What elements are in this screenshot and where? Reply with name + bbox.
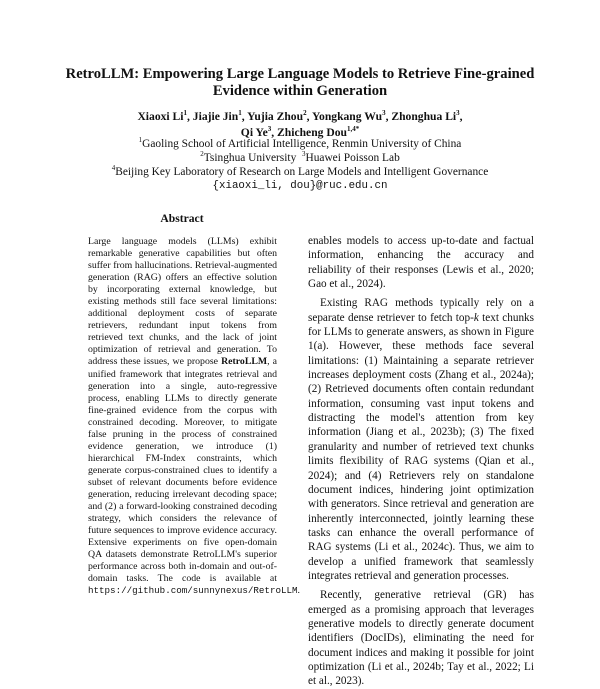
intro-paragraph-3: Recently, generative retrieval (GR) has emerged as a promising approach that leverages generative models to directly generate document identifiers (DocIDs), eliminating the need for document indices and making it possible for joint optimization (Li et al., 2024b; Tay et al., 2022; Li et al., 2023). (308, 589, 534, 688)
method-name: RetroLLM (221, 356, 268, 368)
author: Zhonghua Li$^3$ (391, 109, 460, 123)
paper-title (40, 66, 560, 100)
code-link[interactable]: https://github.com/sunnynexus/RetroLLM (88, 585, 298, 597)
author: Yujia Zhou$^2$ (247, 109, 307, 123)
author: Jiajie Jin$^1$ (192, 109, 242, 123)
intro-paragraph-2: Existing RAG methods typically rely on a separate dense retriever to fetch top-k text chunks for LLMs to generate answers, as shown in Figure 1(a). However, these methods face several limitations: (1) Maintaining a separate retriever increases deployment costs (Zhang et al., 2024a); (2) Retrieved documents often contain redundant information, consuming vast input tokens and distracting the model's attention from key information (Jiang et al., 2023b); (3) The fixed granularity and number of retrieved text chunks limits flexibility of RAG systems (Qian et al., 2024); and (4) Retrievers rely on standalone document indices, hindering joint optimization with generators. Since retrieval and generation are inherently interconnected, jointly learning these tasks can enhance the overall performance of RAG systems (Li et al., 2024c). Thus, we aim to develop a unified framework that seamlessly integrates retrieval and generation processes. (308, 297, 534, 582)
author: Xiaoxi Li$^1$ (137, 109, 187, 123)
author: Zhicheng Dou$^{1,4*}$ (277, 124, 360, 139)
affiliation-1: $^1$Gaoling School of Artificial Intelligence, Renmin University of China (138, 136, 462, 150)
contact-email[interactable]: {xiaoxi_li, dou}@ruc.edu.cn (212, 180, 388, 192)
author-list: Xiaoxi Li$^1$, Jiajie Jin$^1$, Yujia Zhou$^2$, Yongkang Wu$^3$, Zhonghua Li$^3$, Qi Ye$^3$, Zhicheng Dou$^{1,4*}$ (137, 109, 463, 139)
introduction-column (308, 234, 534, 688)
intro-paragraph-1: enables models to access up-to-date and factual information, enhancing the accuracy and reliability of their responses (Lewis et al., 2020; Gao et al., 2024). (308, 235, 534, 291)
affiliations (40, 137, 560, 193)
abstract-heading: Abstract (160, 212, 204, 225)
affiliation-4: $^4$Beijing Key Laboratory of Research on Large Models and Intelligent Governance (111, 164, 489, 178)
author: Yongkang Wu$^3$ (311, 109, 386, 123)
title-line-1: RetroLLM: Empowering Large Language Models to Retrieve Fine-grained (65, 66, 535, 82)
abstract-text: Large language models (LLMs) exhibit remarkable generative capabilities but often suffer from hallucinations. Retrieval-augmented generation (RAG) offers an effective solution by incorporating external knowledge, but existing methods still face several limitations: additional deployment costs of separate retrievers, redundant input tokens from retrieved text chunks, and the lack of joint optimization of retrieval and generation. To address these issues, we propose RetroLLM, a unified framework that integrates retrieval and generation into a single, auto-regressive process, enabling LLMs to directly generate fine-grained evidence from the corpus with constrained decoding. Moreover, to mitigate false pruning in the process of constrained evidence generation, we introduce (1) hierarchical FM-Index constraints, which generate corpus-constrained clues to identify a subset of relevant documents before evidence generation, reducing irrelevant decoding space; and (2) a forward-looking constrained decoding strategy, which considers the relevance of future sequences to improve evidence accuracy. Extensive experiments on five open-domain QA datasets demonstrate RetroLLM's superior performance across both in-domain and out-of-domain tasks. The code is available at https://github.com/sunnynexus/RetroLLM. (88, 236, 300, 597)
title-line-2: Evidence within Generation (212, 83, 388, 99)
author: Qi Ye$^3$ (240, 124, 272, 139)
affiliation-2-3: $^2$Tsinghua University $^3$Huawei Poisson Lab (200, 150, 400, 164)
